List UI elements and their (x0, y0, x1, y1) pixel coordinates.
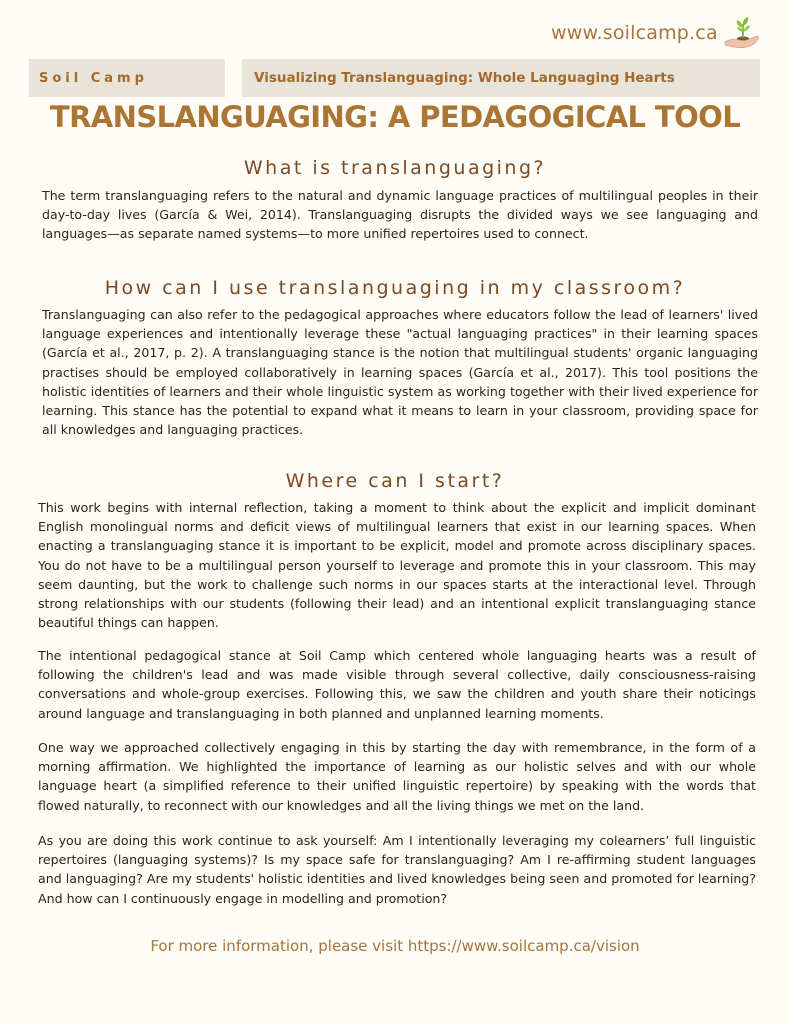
footer-more-info[interactable]: For more information, please visit https://www.soilcamp.ca/vision (150, 937, 640, 955)
paragraph-how: Translanguaging can also refer to the pedagogical approaches where educators follow the lead of learners' lived language experiences and intentionally leverage these "actual languaging practices" in their learning spaces (García et al., 2017, p. 2). A translanguaging stance is the notion that multilingual students' organic languaging practises should be employed collaboratively in learning spaces (García et al., 2017). This tool positions the holistic identities of learners and their whole linguistic system as working together with their lived experience for learning. This stance has the potential to expand what it means to learn in your classroom, providing space for all knowledges and languaging practices. (42, 307, 758, 438)
paragraph-start-2: The intentional pedagogical stance at Soil Camp which centered whole languaging hearts was a result of following the children's lead and was made visible through several collective, daily consciousness-raising conversations and whole-group exercises. Following this, we saw the children and youth share their noticings around language and translanguaging in both planned and unplanned learning moments. (38, 648, 756, 721)
series-title-label: Visualizing Translanguaging: Whole Languaging Hearts (254, 70, 675, 86)
paragraph-what: The term translanguaging refers to the natural and dynamic language practices of multilingual peoples in their day-to-day lives (García & Wei, 2014). Translanguaging disrupts the divided ways we see languaging and languages—as separate named systems—to more unified repertoires used to connect. (42, 188, 758, 242)
hand-holding-sprout-icon (721, 12, 761, 52)
page-title: TRANSLANGUAGING: A PEDAGOGICAL TOOL (49, 100, 741, 134)
brand-tag (29, 59, 225, 97)
section-heading-start: Where can I start? (285, 470, 505, 492)
site-url[interactable]: www.soilcamp.ca (551, 22, 718, 44)
section-heading-what: What is translanguaging? (243, 157, 547, 179)
brand-tag-label: Soil Camp (39, 70, 148, 86)
paragraph-start-3: One way we approached collectively engaging in this by starting the day with remembrance, in the form of a morning affirmation. We highlighted the importance of learning as our holistic selves and with our whole language heart (a simplified reference to their unified linguistic repertoire) by speaking with the words that flowed naturally, to reconnect with our knowledges and all the living things we met on the land. (38, 740, 756, 813)
paragraph-start-1: This work begins with internal reflection, taking a moment to think about the explicit and implicit dominant English monolingual norms and deficit views of multilingual learners that exist in our learning spaces. When enacting a translanguaging stance it is important to be explicit, model and promote across disciplinary spaces. You do not have to be a multilingual person yourself to leverage and promote this in your classroom. This may seem daunting, but the work to challenge such norms in our spaces starts at the interactional level. Through strong relationships with our students (following their lead) and an intentional explicit translanguaging stance beautiful things can happen. (38, 500, 756, 631)
section-heading-how: How can I use translanguaging in my classroom? (104, 277, 686, 299)
paragraph-start-4: As you are doing this work continue to ask yourself: Am I intentionally leveraging my colearners’ full linguistic repertoires (languaging systems)? Is my space safe for translanguaging? Am I re-affirming student languages and languaging? Are my students' holistic identities and lived knowledges being seen and promoted for learning? And how can I continuously engage in modelling and promotion? (38, 833, 756, 906)
series-title-tag (242, 59, 760, 97)
